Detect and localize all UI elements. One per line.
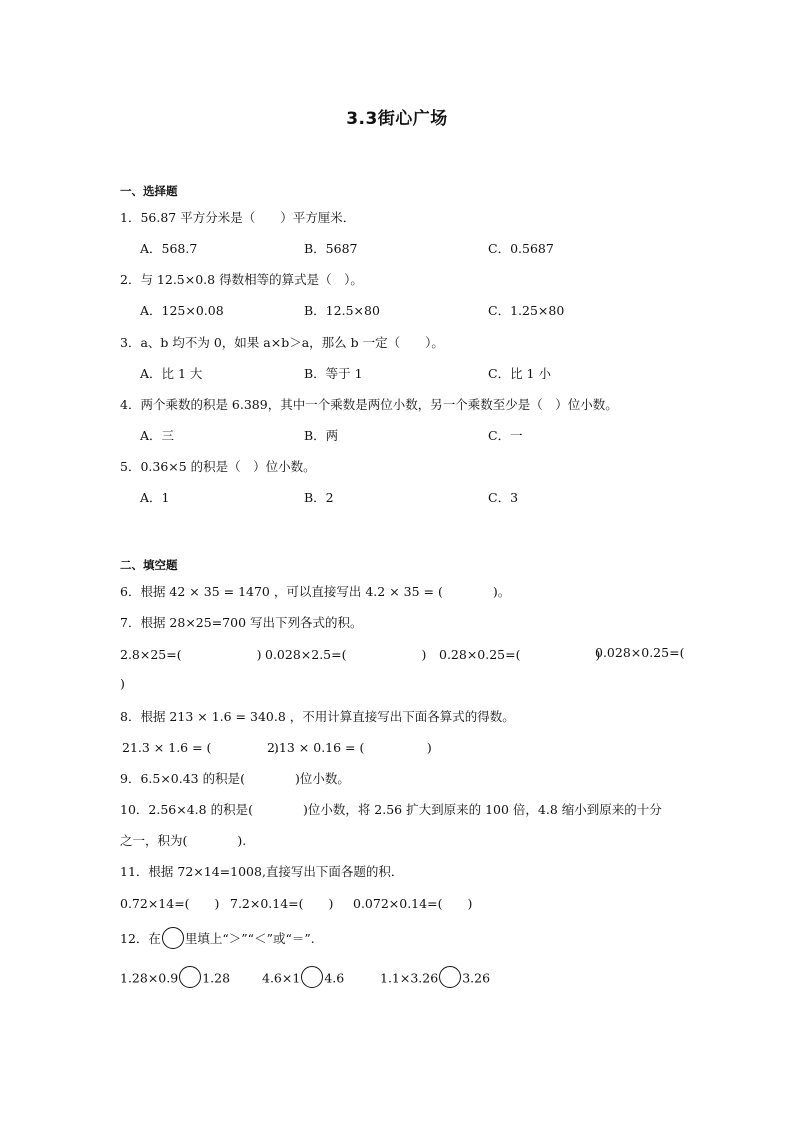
question-10-line-2: 之一，积为( ). [120, 833, 247, 848]
q8-expression-2: 2.13 × 0.16 = ( ) [267, 740, 432, 755]
question-2: 2．与 12.5×0.8 得数相等的算式是（ ）。 [120, 272, 363, 287]
q5-option-a: A．1 [140, 490, 170, 505]
page-title: 3.3街心广场 [346, 109, 448, 129]
question-4: 4．两个乘数的积是 6.389，其中一个乘数是两位小数，另一个乘数至少是（ ）位小数。 [120, 397, 618, 412]
q7-expression-1: 2.8×25=( ) [120, 647, 262, 662]
question-7: 7．根据 28×25=700 写出下列各式的积。 [120, 615, 363, 630]
q7-expression-4-close: ) [120, 676, 125, 691]
question-9: 9．6.5×0.43 的积是( )位小数。 [120, 771, 350, 786]
q12-comparison-1 [120, 970, 230, 988]
answer-circle-3[interactable] [439, 966, 461, 988]
q2-option-b: B．12.5×80 [304, 303, 380, 318]
q1-option-a: A．568.7 [140, 241, 198, 256]
question-8: 8．根据 213 × 1.6 = 340.8 ，不用计算直接写出下面各算式的得数。 [120, 709, 515, 724]
section-heading-fill: 二、填空题 [120, 558, 178, 572]
q7-expression-4: 0.028×0.25=( [595, 645, 685, 660]
q3-option-a: A．比 1 大 [140, 366, 203, 381]
question-5: 5．0.36×5 的积是（ ）位小数。 [120, 459, 316, 474]
q11-expression-2: 7.2×0.14=( ) [230, 896, 334, 911]
q12-c3-right: 3.26 [462, 970, 491, 986]
q7-expression-3: 0.28×0.25=( ) [439, 647, 601, 662]
q7-expression-2: 0.028×2.5=( ) [265, 647, 427, 662]
section-heading-choice: 一、选择题 [120, 184, 178, 198]
answer-circle-1[interactable] [179, 966, 201, 988]
q12-comparison-2 [262, 970, 344, 988]
q12-c1-left: 1.28×0.9 [120, 970, 179, 986]
question-3: 3．a、b 均不为 0，如果 a×b＞a，那么 b 一定（ ）。 [120, 335, 444, 350]
q3-option-c: C．比 1 小 [488, 366, 551, 381]
q5-option-b: B．2 [304, 490, 334, 505]
q12-c2-right: 4.6 [324, 970, 345, 986]
q5-option-c: C．3 [488, 490, 519, 505]
question-11: 11．根据 72×14=1008,直接写出下面各题的积． [120, 864, 404, 879]
question-1: 1．56.87 平方分米是（ ）平方厘米． [120, 210, 356, 225]
question-6: 6．根据 42 × 35 = 1470 ，可以直接写出 4.2 × 35 = ( )。 [120, 584, 511, 599]
q1-option-c: C．0.5687 [488, 241, 554, 256]
q4-option-b: B．两 [304, 428, 339, 443]
q1-option-b: B．5687 [304, 241, 358, 256]
q8-expression-1: 21.3 × 1.6 = ( ) [122, 740, 279, 755]
q4-option-c: C．一 [488, 428, 523, 443]
q12-comparison-3 [380, 970, 490, 988]
q12-suffix: 里填上“＞”“＜”或“＝”. [184, 931, 315, 946]
q2-option-c: C．1.25×80 [488, 303, 565, 318]
circle-icon [162, 927, 184, 949]
q4-option-a: A．三 [140, 428, 175, 443]
q3-option-b: B．等于 1 [304, 366, 363, 381]
answer-circle-2[interactable] [301, 966, 323, 988]
question-12 [120, 929, 315, 949]
q2-option-a: A．125×0.08 [140, 303, 224, 318]
q11-expression-1: 0.72×14=( ) [120, 896, 220, 911]
question-10-line-1: 10．2.56×4.8 的积是( )位小数，将 2.56 扩大到原来的 100 倍，4.8 缩小到原来的十分 [120, 802, 662, 817]
q12-c1-right: 1.28 [202, 970, 231, 986]
q12-c2-left: 4.6×1 [262, 970, 301, 986]
q12-prefix: 12．在 [120, 931, 161, 946]
q11-expression-3: 0.072×0.14=( ) [353, 896, 473, 911]
q12-c3-left: 1.1×3.26 [380, 970, 439, 986]
